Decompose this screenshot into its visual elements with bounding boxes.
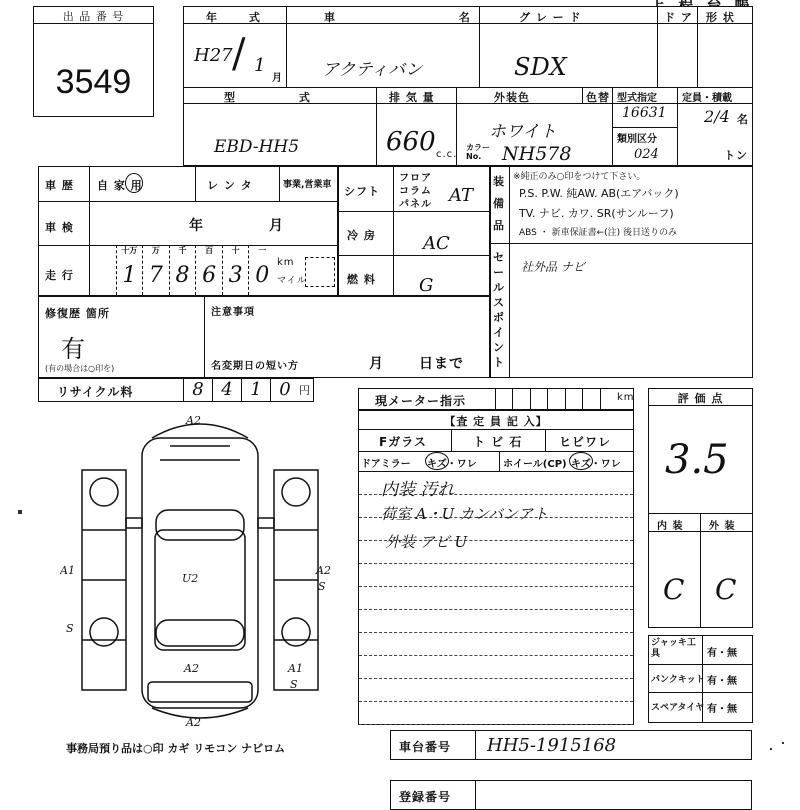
score-block: [648, 388, 753, 628]
note-line: [359, 563, 633, 564]
inspector-note-1: 内装 汚れ: [381, 480, 455, 500]
tool-spare-value: 有・無: [707, 704, 737, 715]
exterior-grade: C: [715, 573, 737, 606]
floor-option: フロア: [399, 173, 432, 184]
scan-mark: [18, 510, 22, 514]
sales-point-text: 社外品 ナビ: [521, 260, 585, 274]
wheel-rear-left: [90, 618, 118, 646]
meter-digit-cell: [512, 389, 530, 409]
registration-label: 登録番号: [399, 790, 452, 804]
keys-note: 事務局預り品は○印 カギ リモコン ナビロム: [66, 742, 286, 755]
car-windshield: [156, 510, 244, 540]
mark-left-a1: A1: [60, 564, 75, 577]
year-era: H27: [194, 45, 233, 66]
color-label: 外装色: [494, 91, 530, 104]
equipment-label: 装 備 品: [493, 175, 504, 232]
note-line: [359, 609, 633, 610]
note-line: [359, 701, 633, 702]
year-label: 年 式: [206, 11, 274, 24]
repair-note: (有の場合は○印を): [45, 364, 115, 373]
cc-unit: c.c.: [436, 149, 458, 160]
mileage-digit: 0: [255, 263, 270, 288]
chassis-row: [390, 730, 752, 760]
mileage-unit-label: 千: [178, 246, 187, 255]
inspection-label: 車 検: [45, 221, 74, 234]
equipment-note: ※純正のみ○印をつけて下さい。: [513, 172, 646, 182]
mileage-unit-label: 十: [231, 246, 240, 255]
score-value: 3.5: [665, 437, 729, 483]
tool-puncture-label: パンクキット: [651, 675, 705, 685]
mileage-unit-label: 万: [151, 246, 160, 255]
recycle-digit: 8: [183, 379, 212, 401]
wheel-label: ホイール(CP): [503, 459, 567, 470]
car-roof: [155, 530, 245, 650]
mileage-digit-cell: [142, 245, 169, 295]
color-no-label: カラーNo.: [466, 143, 490, 161]
repair-label: 修復歴 箇所: [45, 307, 110, 320]
note-line: [359, 724, 633, 725]
scan-mark: [782, 742, 784, 744]
recycle-block: [38, 378, 314, 402]
model-label: 型 式: [224, 91, 340, 104]
interior-grade: C: [663, 573, 685, 606]
month2-label: 月: [369, 356, 384, 372]
fuel-label: 燃 料: [347, 273, 376, 286]
equipment-block: [490, 166, 753, 244]
mileage-label: 走 行: [45, 269, 74, 282]
class-code: 024: [634, 147, 659, 162]
ac-value: AC: [423, 233, 450, 254]
tons-unit: トン: [724, 149, 748, 162]
registration-row: [390, 780, 752, 810]
mileage-digit: 7: [148, 263, 163, 288]
mileage-digit-cell: [222, 245, 249, 295]
vehicle-info-grid: [183, 6, 753, 166]
glass-options: ト ビ 石: [473, 435, 523, 449]
capacity-value: 2/4: [704, 107, 730, 126]
mark-right-a1: A1: [288, 662, 303, 675]
tool-puncture-value: 有・無: [707, 676, 737, 687]
wheel-rear-right: [282, 618, 310, 646]
rental-label: レ ン タ: [207, 179, 253, 192]
mileage-unit-label: 十万: [121, 246, 138, 255]
specs-block: [338, 166, 490, 296]
km-unit: km: [277, 257, 295, 268]
wheel-circle: [569, 452, 593, 470]
chassis-label: 車台番号: [399, 740, 452, 754]
mark-right-s2: S: [290, 678, 298, 691]
recycle-label: リサイクル料: [57, 385, 134, 399]
grade-label: グ レ ー ド: [519, 11, 582, 24]
meter-digit-cell: [565, 389, 583, 409]
recycle-digits: [183, 379, 299, 401]
shift-value: AT: [449, 185, 474, 206]
score-label: 評 価 点: [677, 392, 724, 405]
persons-unit: 名: [737, 113, 749, 126]
recycle-digit: 4: [212, 379, 241, 401]
meter-row: [358, 388, 634, 410]
day-label: 日まで: [419, 356, 464, 372]
history-label: 車 歴: [45, 179, 74, 192]
wheel-front-right: [282, 478, 310, 506]
glass-crack: ヒビワレ: [559, 435, 612, 449]
column-option: コラム: [399, 186, 432, 197]
year-month: 1: [254, 55, 266, 76]
meter-digit-cell: [547, 389, 565, 409]
repair-block: [38, 296, 490, 378]
meter-digit-cell: [495, 389, 513, 409]
displacement-value: 660: [386, 127, 436, 157]
short-period-label: 名変期日の短い方: [211, 361, 299, 372]
mark-left-s: S: [66, 622, 74, 635]
interior-label: 内 装: [657, 521, 684, 532]
color-code: NH578: [502, 143, 572, 165]
caution-label: 注意事項: [211, 307, 255, 318]
recycle-digit: 0: [270, 379, 299, 401]
model-code: EBD-HH5: [214, 137, 300, 157]
mirror-circle: [425, 452, 449, 470]
mileage-digit-cell: [169, 245, 196, 295]
month-unit: 月: [272, 73, 283, 84]
mileage-digit-cell: [89, 245, 116, 295]
scan-mark: [770, 748, 772, 750]
ac-label: 冷 房: [347, 229, 376, 242]
inspector-title: 【査 定 員 記 入】: [444, 415, 548, 428]
class-label: 類別区分: [617, 134, 657, 145]
tool-spare-label: スペアタイヤ: [651, 703, 705, 713]
recycle-digit: 1: [241, 379, 270, 401]
car-body-outline: [142, 438, 258, 708]
panel-option: パネル: [399, 199, 432, 210]
history-block: [38, 166, 338, 296]
mark-rear-bottom: A2: [186, 716, 201, 729]
sales-point-block: [490, 243, 753, 378]
lot-number-box: [33, 6, 154, 117]
equipment-row-3: ABS ・ 新車保証書←(注) 後日送りのみ: [519, 228, 678, 238]
note-line: [359, 586, 633, 587]
mile-unit: マイル: [277, 276, 307, 286]
tools-block: [648, 635, 753, 723]
equipment-row-2: TV. ナビ. カワ. SR(サンルーフ): [519, 207, 674, 220]
inspector-note-2: 荷室 A・U カンバンアト: [381, 505, 548, 523]
fuel-value: G: [419, 275, 434, 296]
tool-jack-value: 有・無: [707, 648, 737, 659]
meter-label: 現メーター指示: [375, 394, 467, 408]
car-rear-window: [156, 620, 244, 646]
note-line: [359, 655, 633, 656]
lot-number-label: 出 品 番 号: [62, 10, 125, 23]
mileage-digit: 3: [228, 263, 243, 288]
mark-right-s: S: [318, 580, 326, 593]
meter-digit-cell: [530, 389, 548, 409]
tool-jack-label: ジャッキ工具: [651, 638, 696, 659]
inspector-block: [358, 410, 634, 725]
meter-cells: [495, 389, 617, 409]
private-label: 自 家 用: [97, 179, 143, 192]
color-change-label: 色替: [586, 91, 610, 104]
note-line: [359, 632, 633, 633]
mileage-digits: [89, 245, 275, 295]
wheel-options: キズ・ワレ: [571, 459, 621, 470]
car-name: アクティバン: [322, 60, 423, 80]
wheel-front-left: [90, 478, 118, 506]
mileage-digit-cell: [195, 245, 222, 295]
note-line: [359, 678, 633, 679]
equipment-row-1: P.S. P.W. 純AW. AB(エアバック): [519, 187, 679, 200]
mark-roof: U2: [182, 572, 199, 585]
name-label: 車 名: [324, 11, 530, 24]
inspection-month-label: 月: [269, 218, 284, 234]
mark-rear-glass: A2: [184, 662, 199, 675]
private-circle: [125, 173, 143, 193]
glass-label: Fガラス: [379, 435, 427, 449]
mileage-digit: 6: [202, 263, 217, 288]
shift-label: シフト: [344, 185, 380, 198]
mark-right-a2: A2: [316, 564, 331, 577]
body-type-label: 形 状: [706, 11, 735, 24]
capacity-label: 定員・積載: [682, 93, 732, 104]
car-damage-diagram: [60, 410, 360, 730]
mileage-digit-cell: [248, 245, 275, 295]
meter-unit: km: [617, 392, 635, 403]
mileage-unit-label: 百: [205, 246, 214, 255]
mileage-digit: 8: [175, 263, 190, 288]
inspection-year-label: 年: [189, 218, 204, 234]
meter-digit-cell: [582, 389, 600, 409]
mile-checkbox: [305, 257, 335, 287]
repair-value: 有: [61, 335, 85, 363]
year-slash: /: [232, 31, 246, 77]
mileage-digit-cell: [116, 245, 143, 295]
sales-point-label: セールスポイント: [493, 251, 504, 369]
mirror-label: ドアミラー: [361, 459, 411, 470]
business-label: 事業,営業車: [283, 180, 332, 190]
meter-digit-cell: [600, 389, 618, 409]
type-designation-label: 型式指定: [617, 93, 657, 104]
grade-value: SDX: [514, 53, 567, 81]
lot-number: 3549: [55, 63, 132, 101]
color-name: ホワイト: [489, 122, 557, 142]
chassis-number: HH5-1915168: [487, 735, 617, 756]
displacement-label: 排 気 量: [389, 91, 435, 104]
mark-front-top: A2: [186, 414, 201, 427]
mirror-options: キズ・ワレ: [427, 459, 477, 470]
mileage-digit: 1: [122, 263, 137, 288]
yen-unit: 円: [299, 384, 311, 397]
mileage-unit-label: 一: [258, 246, 267, 255]
inspector-note-3: 外装 アビ U: [385, 533, 468, 551]
type-designation-value: 16631: [622, 105, 667, 121]
exterior-label: 外 装: [709, 521, 736, 532]
doors-label: ド ア: [664, 11, 693, 24]
